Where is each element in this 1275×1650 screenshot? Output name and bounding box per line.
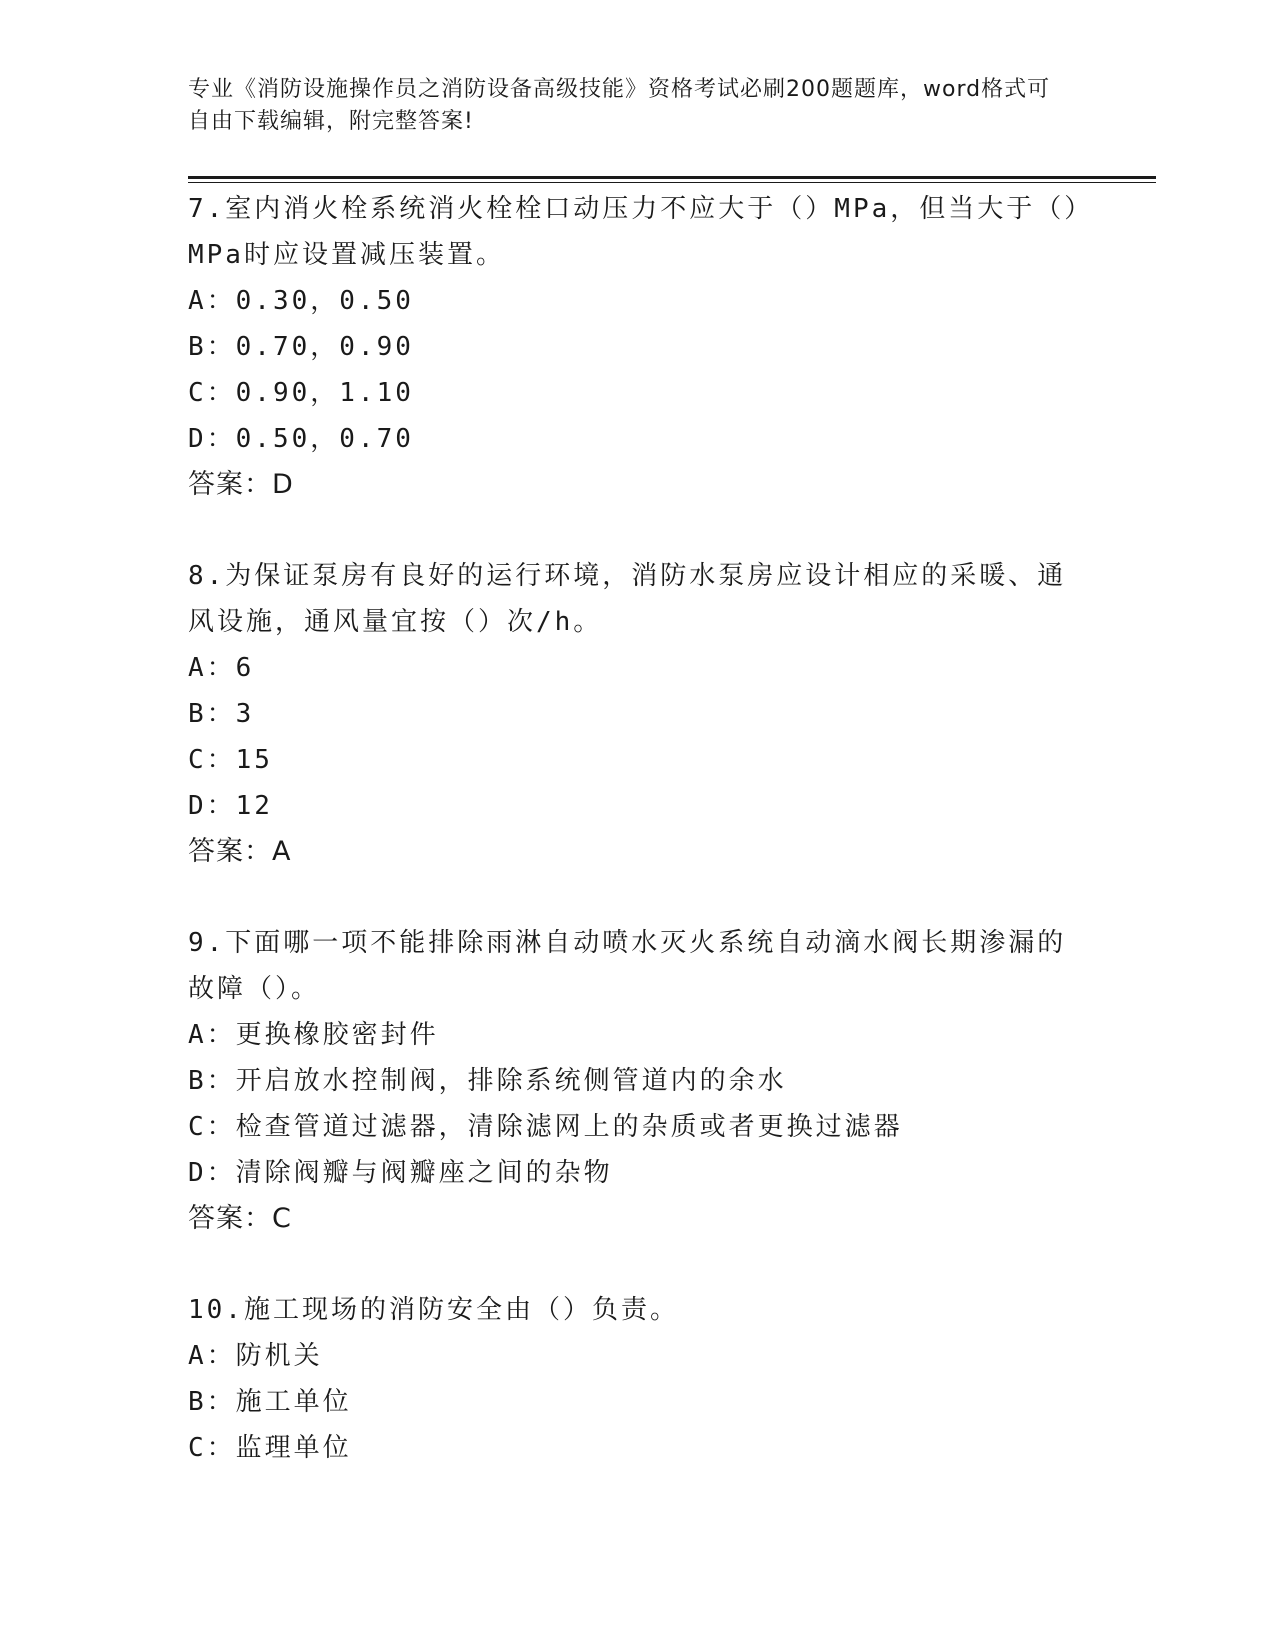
question-text: 10.施工现场的消防安全由（）负责。 [188, 1295, 679, 1325]
option-c: C：监理单位 [188, 1433, 352, 1463]
option-a: A：0.30，0.50 [188, 286, 414, 316]
option-b: B：3 [188, 699, 255, 729]
question-9 [188, 920, 1088, 1242]
option-a: A：防机关 [188, 1341, 323, 1371]
answer: 答案：D [188, 469, 294, 500]
question-text: 8.为保证泵房有良好的运行环境，消防水泵房应设计相应的采暖、通风设施，通风量宜按（）次/h。 [188, 561, 1067, 637]
answer: 答案：C [188, 1203, 292, 1234]
question-8 [188, 553, 1088, 875]
option-c: C：0.90，1.10 [188, 378, 414, 408]
header-divider-thin [188, 182, 1156, 183]
option-d: D：清除阀瓣与阀瓣座之间的杂物 [188, 1158, 613, 1188]
option-a: A：更换橡胶密封件 [188, 1020, 439, 1050]
option-d: D：0.50，0.70 [188, 424, 414, 454]
answer: 答案：A [188, 836, 292, 867]
option-a: A：6 [188, 653, 255, 683]
document-header: 专业《消防设施操作员之消防设备高级技能》资格考试必刷200题题库，word格式可自由下载编辑，附完整答案! [188, 77, 1051, 134]
question-10 [188, 1287, 1088, 1471]
option-c: C：检查管道过滤器，清除滤网上的杂质或者更换过滤器 [188, 1112, 903, 1142]
option-d: D：12 [188, 791, 273, 821]
question-7 [188, 186, 1088, 508]
question-text: 9.下面哪一项不能排除雨淋自动喷水灭火系统自动滴水阀长期渗漏的故障（）。 [188, 928, 1067, 1004]
question-list [188, 186, 1088, 1516]
question-text: 7.室内消火栓系统消火栓栓口动压力不应大于（）MPa，但当大于（）MPa时应设置减压装置。 [188, 194, 1081, 270]
option-b: B：0.70，0.90 [188, 332, 414, 362]
option-b: B：施工单位 [188, 1387, 352, 1417]
header-divider-thick [188, 176, 1156, 179]
option-c: C：15 [188, 745, 273, 775]
option-b: B：开启放水控制阀，排除系统侧管道内的余水 [188, 1066, 787, 1096]
